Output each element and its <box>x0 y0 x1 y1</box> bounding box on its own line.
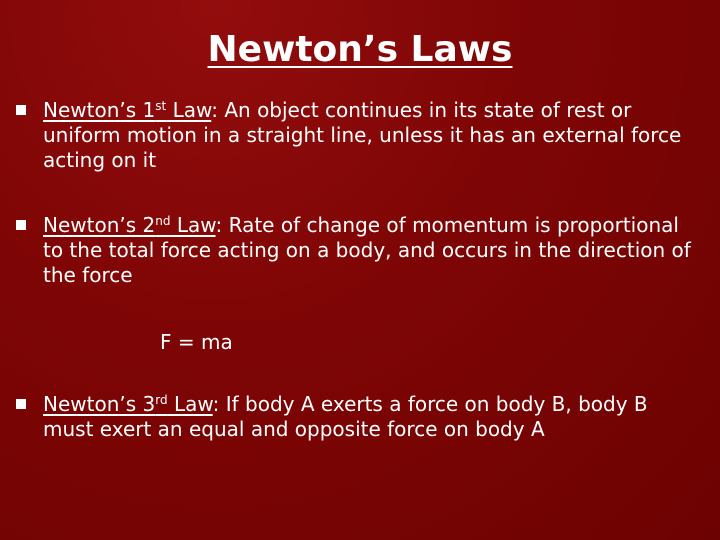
square-bullet-icon <box>16 220 26 230</box>
third-law-separator: : <box>212 392 220 416</box>
first-law-ordinal: st <box>155 98 167 113</box>
third-law-name-suffix: Law <box>167 392 213 416</box>
second-law-ordinal: nd <box>155 213 171 228</box>
third-law-name <box>43 392 213 416</box>
square-bullet-icon <box>16 105 26 115</box>
third-law-description: If body A exerts a force on body B, body B must exert an equal and opposite force on body A <box>43 392 648 441</box>
second-law-name-prefix: Newton’s 2 <box>43 213 156 237</box>
first-law-name <box>43 98 211 122</box>
first-law-name-prefix: Newton’s 1 <box>43 98 156 122</box>
square-bullet-icon <box>16 399 26 409</box>
first-law-name-suffix: Law <box>166 98 212 122</box>
third-law-ordinal: rd <box>155 392 168 407</box>
third-law-name-prefix: Newton’s 3 <box>43 392 156 416</box>
second-law-text <box>43 213 703 288</box>
third-law-text <box>43 392 703 442</box>
second-law-description: Rate of change of momentum is proportional to the total force acting on a body, and occurs in the direction of the force <box>43 213 691 287</box>
slide-title <box>0 26 720 74</box>
formula: F = ma <box>160 330 233 354</box>
second-law-name <box>43 213 216 237</box>
second-law-separator: : <box>215 213 223 237</box>
first-law-separator: : <box>211 98 218 122</box>
second-law-name-suffix: Law <box>170 213 216 237</box>
first-law-text <box>43 98 703 173</box>
first-law-description: An object continues in its state of rest or uniform motion in a straight line, unless it has an external force acting on it <box>43 98 682 172</box>
slide-title-text: Newton’s Laws <box>207 29 513 70</box>
